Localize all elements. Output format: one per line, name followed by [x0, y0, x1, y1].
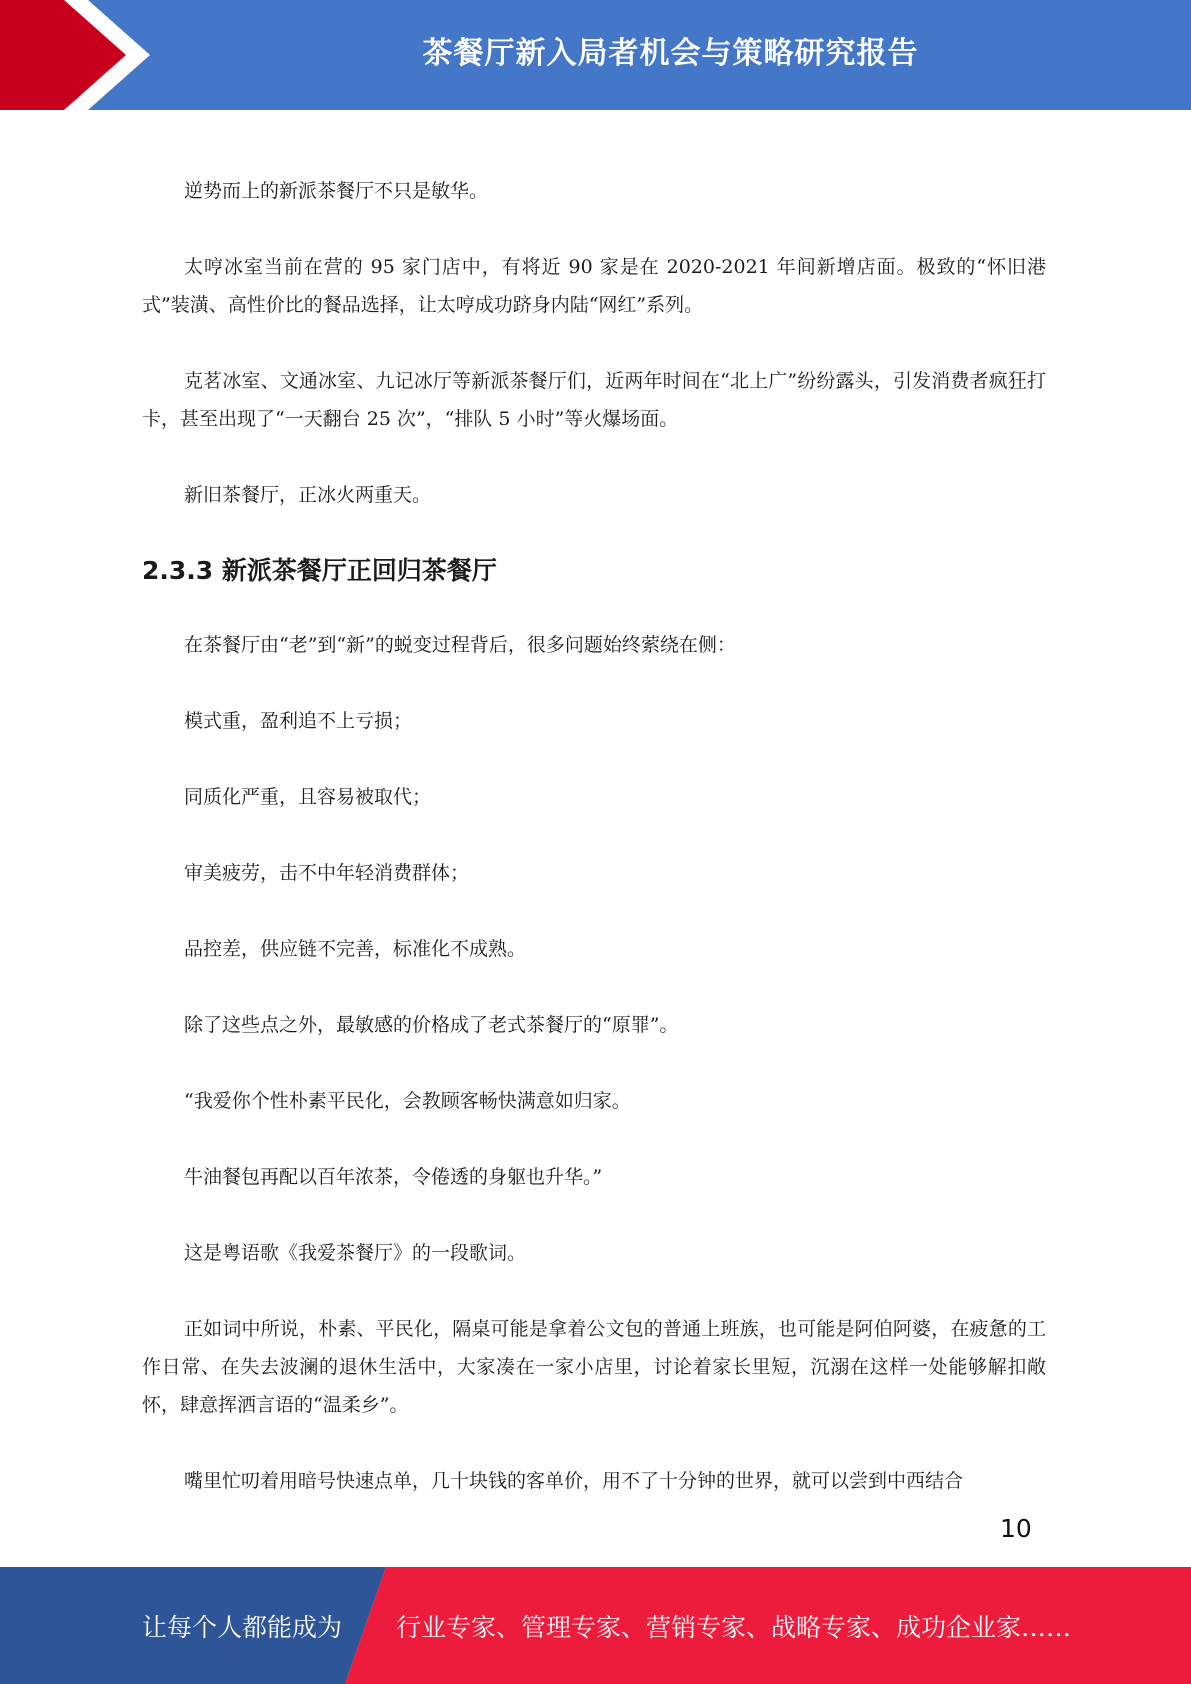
body-paragraph: 审美疲劳，击不中年轻消费群体； — [184, 862, 470, 884]
lyric-line: “我爱你个性朴素平民化，会教顾客畅快满意如归家。 — [184, 1090, 631, 1112]
body-paragraph: 在茶餐厅由“老”到“新”的蜕变过程背后，很多问题始终萦绕在侧： — [184, 634, 736, 656]
page-header — [0, 0, 1191, 110]
page-footer — [0, 1567, 1191, 1684]
section-heading: 2.3.3 新派茶餐厅正回归茶餐厅 — [142, 556, 497, 585]
body-paragraph: 嘴里忙叨着用暗号快速点单，几十块钱的客单价，用不了十分钟的世界，就可以尝到中西结合 — [184, 1470, 964, 1492]
footer-slogan-left: 让每个人都能成为 — [142, 1612, 343, 1642]
body-paragraph: 这是粤语歌《我爱茶餐厅》的一段歌词。 — [184, 1242, 527, 1264]
body-paragraph: 同质化严重，且容易被取代； — [184, 786, 432, 808]
body-paragraph: 除了这些点之外，最敏感的价格成了老式茶餐厅的“原罪”。 — [184, 1014, 679, 1036]
lyric-line: 牛油餐包再配以百年浓茶，令倦透的身躯也升华。” — [184, 1166, 603, 1188]
body-paragraph: 逆势而上的新派茶餐厅不只是敏华。 — [184, 180, 489, 202]
body-paragraph: 太哼冰室当前在营的 95 家门店中，有将近 90 家是在 2020-2021 年间新增店面。极致的“怀旧港式”装潢、高性价比的餐品选择，让太哼成功跻身内陆“网红”系列。 — [142, 256, 1046, 316]
body-paragraph: 克茗冰室、文通冰室、九记冰厅等新派茶餐厅们，近两年时间在“北上广”纷纷露头，引发消费者疯狂打卡，甚至出现了“一天翻台 25 次”，“排队 5 小时”等火爆场面。 — [142, 370, 1046, 430]
document-body — [142, 172, 1046, 1538]
body-paragraph: 品控差，供应链不完善，标准化不成熟。 — [184, 938, 527, 960]
report-title: 茶餐厅新入局者机会与策略研究报告 — [422, 36, 919, 71]
body-paragraph: 新旧茶餐厅，正冰火两重天。 — [184, 484, 432, 506]
page-number: 10 — [1000, 1514, 1032, 1543]
footer-slogan-right: 行业专家、管理专家、营销专家、战略专家、成功企业家…… — [396, 1612, 1072, 1642]
body-paragraph: 模式重，盈利追不上亏损； — [184, 710, 413, 732]
body-paragraph: 正如词中所说，朴素、平民化，隔桌可能是拿着公文包的普通上班族，也可能是阿伯阿婆，在疲惫的工作日常、在失去波澜的退休生活中，大家凑在一家小店里，讨论着家长里短，沉溺在这样一处能够解扣敞怀，肆意挥洒言语的“温柔乡”。 — [142, 1318, 1046, 1416]
